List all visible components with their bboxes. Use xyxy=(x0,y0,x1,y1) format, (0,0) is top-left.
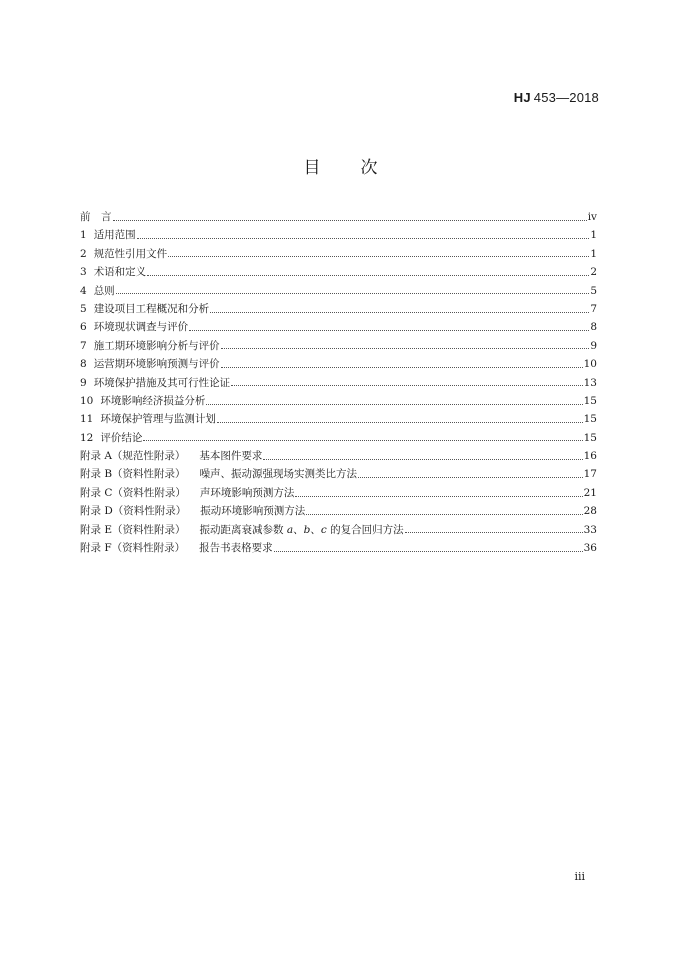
toc-entry-number: 5 xyxy=(80,302,87,315)
toc-entry-number: 11 xyxy=(80,413,94,426)
dot-leader xyxy=(137,238,590,239)
toc-entry[interactable] xyxy=(80,429,597,447)
dot-leader xyxy=(221,348,590,349)
toc-appendix-entry[interactable] xyxy=(80,502,597,520)
toc-entry-label: 术语和定义 xyxy=(93,266,147,279)
toc-entry-label: 环境保护措施及其可行性论证 xyxy=(93,376,231,389)
toc-entry-number: 4 xyxy=(80,284,87,297)
toc-entry[interactable] xyxy=(80,226,597,244)
dot-leader xyxy=(217,422,583,423)
toc-appendix-entry[interactable] xyxy=(80,539,597,557)
standard-code-prefix: HJ xyxy=(513,90,531,105)
appendix-prefix: 附录 D（资料性附录） xyxy=(80,505,187,518)
toc-entry[interactable] xyxy=(80,337,597,355)
toc-entry-page: 28 xyxy=(583,505,597,518)
toc-entry-number: 8 xyxy=(80,358,87,371)
toc-entry-page: 10 xyxy=(583,358,597,371)
toc-entry-page: 9 xyxy=(590,339,597,352)
appendix-prefix: 附录 F（资料性附录） xyxy=(80,542,186,555)
toc-entry[interactable] xyxy=(80,355,597,373)
dot-leader xyxy=(113,220,587,221)
toc-entry-number: 12 xyxy=(80,431,94,444)
toc-entry-number: 10 xyxy=(80,394,94,407)
toc-entry-label: 环境现状调查与评价 xyxy=(93,321,189,334)
appendix-title: 振动距离衰减参数 a、b、c 的复合回归方法 xyxy=(199,523,404,536)
toc-entry-page: 21 xyxy=(583,486,597,499)
toc-title-char-1: 目 xyxy=(303,158,321,178)
toc-entry-label: 适用范围 xyxy=(93,229,136,242)
toc-entry-page: 33 xyxy=(583,523,597,536)
dot-leader xyxy=(189,330,589,331)
toc-entry-page: 36 xyxy=(583,542,597,555)
toc-entry[interactable] xyxy=(80,300,597,318)
toc-entry-number: 2 xyxy=(80,247,87,260)
toc-entry[interactable] xyxy=(80,392,597,410)
appendix-prefix: 附录 C（资料性附录） xyxy=(80,486,186,499)
toc-entry-number: 6 xyxy=(80,321,87,334)
toc-entry-page: 13 xyxy=(583,376,597,389)
toc-entry-label: 前 言 xyxy=(80,211,112,223)
standard-code xyxy=(514,90,599,105)
dot-leader xyxy=(143,440,582,441)
toc-entry-label: 总则 xyxy=(93,284,115,297)
dot-leader xyxy=(221,367,583,368)
toc-entry-label: 建设项目工程概况和分析 xyxy=(93,302,210,315)
toc-entry-page: 15 xyxy=(583,413,597,426)
toc-entry-number: 7 xyxy=(80,339,87,352)
toc-entry[interactable] xyxy=(80,245,597,263)
toc-entry-label: 运营期环境影响预测与评价 xyxy=(93,358,220,371)
toc-appendix-entry[interactable] xyxy=(80,447,597,465)
dot-leader xyxy=(306,514,582,515)
toc-appendix-entry[interactable] xyxy=(80,521,597,539)
toc-entry-label: 评价结论 xyxy=(100,431,143,444)
toc-entry-number: 3 xyxy=(80,266,87,279)
toc-entry-page: 1 xyxy=(590,247,597,260)
appendix-title: 振动环境影响预测方法 xyxy=(200,505,306,518)
toc-entry-page: 8 xyxy=(590,321,597,334)
appendix-title: 基本图件要求 xyxy=(199,450,263,463)
dot-leader xyxy=(206,404,582,405)
toc-title-char-2: 次 xyxy=(360,158,378,178)
toc-entry[interactable] xyxy=(80,318,597,336)
appendix-prefix: 附录 A（规范性附录） xyxy=(80,450,186,463)
toc-entry[interactable] xyxy=(80,374,597,392)
toc-entry-number: 9 xyxy=(80,376,87,389)
toc-entry-page: 15 xyxy=(583,431,597,444)
toc-entry-number: 1 xyxy=(80,229,87,242)
toc-entry-page: 2 xyxy=(590,266,597,279)
appendix-title: 声环境影响预测方法 xyxy=(199,486,295,499)
appendix-prefix: 附录 B（资料性附录） xyxy=(80,468,186,481)
dot-leader xyxy=(168,256,589,257)
toc-entry-label: 环境保护管理与监测计划 xyxy=(100,413,216,426)
dot-leader xyxy=(358,477,583,478)
toc-entry-page: 1 xyxy=(590,229,597,242)
toc-entry-label: 施工期环境影响分析与评价 xyxy=(93,339,220,352)
toc-entry[interactable] xyxy=(80,282,597,300)
dot-leader xyxy=(263,459,582,460)
toc-entry-preface[interactable] xyxy=(80,208,597,226)
toc-entry-label: 环境影响经济损益分析 xyxy=(100,394,206,407)
toc-entry-page: iv xyxy=(587,211,597,223)
dot-leader xyxy=(295,496,582,497)
toc-entry-page: 17 xyxy=(583,468,597,481)
dot-leader xyxy=(116,293,590,294)
toc-appendix-entry[interactable] xyxy=(80,465,597,483)
toc-entry[interactable] xyxy=(80,410,597,428)
dot-leader xyxy=(405,532,583,533)
toc-entry-page: 5 xyxy=(590,284,597,297)
toc-title xyxy=(0,153,681,178)
toc-appendix-entry[interactable] xyxy=(80,484,597,502)
toc-entry[interactable] xyxy=(80,263,597,281)
dot-leader xyxy=(231,385,582,386)
appendix-prefix: 附录 E（资料性附录） xyxy=(80,523,186,536)
appendix-title: 报告书表格要求 xyxy=(199,542,273,555)
toc-entry-page: 7 xyxy=(590,302,597,315)
dot-leader xyxy=(274,551,583,552)
table-of-contents xyxy=(80,208,597,557)
toc-entry-page: 16 xyxy=(583,450,597,463)
dot-leader xyxy=(147,275,589,276)
toc-entry-label: 规范性引用文件 xyxy=(93,247,168,260)
standard-code-number: 453—2018 xyxy=(533,90,599,105)
dot-leader xyxy=(210,312,589,313)
page-number: iii xyxy=(574,870,585,883)
toc-entry-page: 15 xyxy=(583,394,597,407)
appendix-title: 噪声、振动源强现场实测类比方法 xyxy=(199,468,358,481)
